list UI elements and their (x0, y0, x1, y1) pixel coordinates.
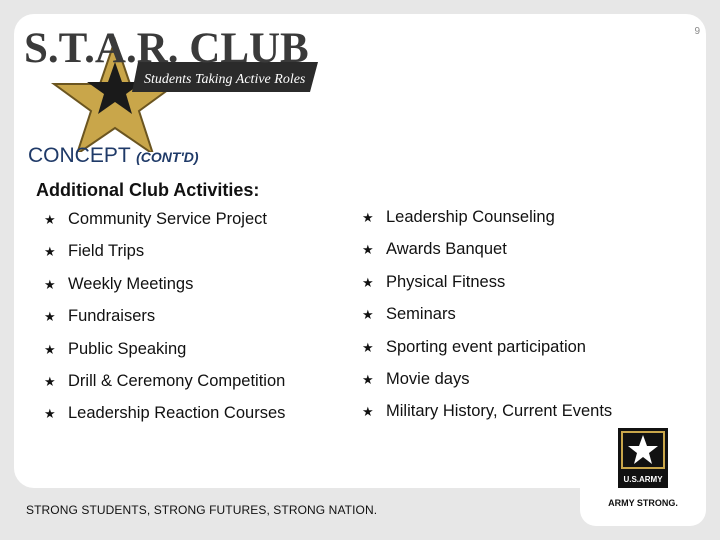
star-bullet-icon: ★ (44, 212, 56, 227)
star-bullet-icon: ★ (362, 242, 374, 258)
star-bullet-icon: ★ (44, 406, 56, 422)
footer-slogan: STRONG STUDENTS, STRONG FUTURES, STRONG NATION. (26, 503, 378, 517)
heading-main: CONCEPT (28, 144, 131, 167)
star-bullet-icon: ★ (362, 307, 374, 323)
list-item: ★ Physical Fitness (362, 267, 612, 299)
list-item: ★ Field Trips (44, 236, 285, 268)
list-item: ★ Movie days (362, 364, 612, 396)
activities-list-left (44, 204, 285, 431)
list-item: ★ Public Speaking (44, 334, 285, 366)
list-item: ★ Leadership Counseling (362, 202, 612, 234)
star-bullet-icon: ★ (44, 341, 56, 357)
star-bullet-icon: ★ (362, 404, 374, 420)
star-bullet-icon: ★ (44, 373, 56, 389)
page-number: 9 (694, 26, 700, 37)
star-bullet-icon: ★ (44, 309, 56, 325)
logo-title: S.T.A.R. CLUB (24, 25, 309, 72)
star-bullet-icon: ★ (362, 274, 374, 290)
star-bullet-icon: ★ (44, 276, 56, 292)
section-heading (28, 144, 199, 168)
list-item: ★ Community Service Project (44, 204, 285, 236)
star-club-logo (20, 22, 320, 152)
star-bullet-icon: ★ (44, 244, 56, 260)
army-badge-text: U.S.ARMY (623, 475, 663, 484)
star-bullet-icon: ★ (362, 371, 374, 387)
heading-sub: (CONT'D) (136, 149, 199, 165)
list-item: ★ Weekly Meetings (44, 269, 285, 301)
list-item: ★ Leadership Reaction Courses (44, 398, 285, 430)
logo-tagline: Students Taking Active Roles (144, 72, 306, 87)
list-item: ★ Awards Banquet (362, 234, 612, 266)
activities-title: Additional Club Activities: (36, 180, 260, 200)
us-army-logo (598, 426, 688, 514)
star-bullet-icon: ★ (362, 339, 374, 355)
list-item: ★ Drill & Ceremony Competition (44, 366, 285, 398)
list-item: ★ Seminars (362, 299, 612, 331)
list-item: ★ Fundraisers (44, 301, 285, 333)
list-item: ★ Sporting event participation (362, 332, 612, 364)
army-slogan-text: ARMY STRONG. (608, 498, 678, 508)
activities-list-right (362, 202, 612, 429)
list-item: ★ Military History, Current Events (362, 396, 612, 428)
star-bullet-icon: ★ (362, 210, 374, 225)
